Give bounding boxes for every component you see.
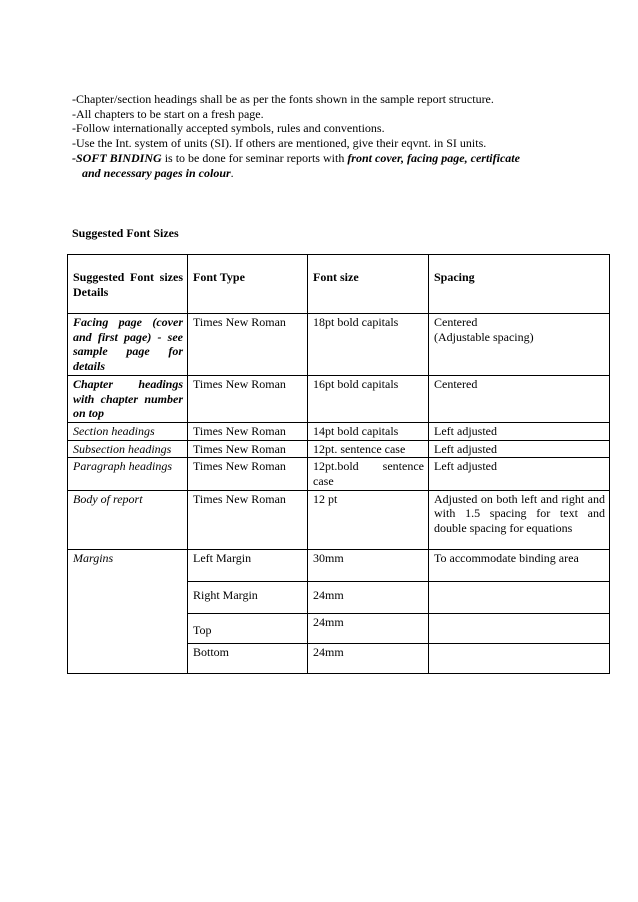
row-spacing xyxy=(429,314,610,376)
header-font-type: Font Type xyxy=(188,255,308,314)
table-row xyxy=(68,375,610,422)
row-font-type: Times New Roman xyxy=(188,375,308,422)
row-label: Paragraph headings xyxy=(68,458,188,490)
table-row xyxy=(68,549,610,581)
row-margin-name: Bottom xyxy=(188,643,308,673)
header-details: Suggested Font sizes Details xyxy=(68,255,188,314)
row-font-type: Times New Roman xyxy=(188,458,308,490)
row-font-type: Times New Roman xyxy=(188,440,308,458)
row-font-type: Times New Roman xyxy=(188,314,308,376)
row-font-size: 18pt bold capitals xyxy=(308,314,429,376)
row-font-size: 16pt bold capitals xyxy=(308,375,429,422)
guideline-item: -Follow internationally accepted symbols, rules and conventions. xyxy=(72,121,385,136)
table-row xyxy=(68,458,610,490)
row-margin-name: Left Margin xyxy=(188,549,308,581)
row-spacing-line: (Adjustable spacing) xyxy=(434,329,534,344)
binding-emphasis: front cover, facing page, certificate xyxy=(347,150,520,165)
row-spacing: To accommodate binding area xyxy=(429,549,610,581)
table-row xyxy=(68,440,610,458)
row-spacing: Left adjusted xyxy=(429,458,610,490)
row-spacing: Centered xyxy=(429,375,610,422)
row-label-margins: Margins xyxy=(68,549,188,673)
row-margin-size: 24mm xyxy=(308,581,429,613)
row-margin-size: 24mm xyxy=(308,643,429,673)
guideline-item: -All chapters to be start on a fresh page. xyxy=(72,106,264,121)
row-spacing: Left adjusted xyxy=(429,440,610,458)
guideline-item: -Use the Int. system of units (SI). If others are mentioned, give their eqvnt. in SI units. xyxy=(72,136,487,151)
table-row xyxy=(68,490,610,549)
row-spacing-line: Centered xyxy=(434,315,478,329)
row-spacing: Left adjusted xyxy=(429,422,610,440)
guideline-item-binding xyxy=(72,151,572,166)
row-margin-size: 24mm xyxy=(308,613,429,643)
table-header-row xyxy=(68,255,610,314)
guideline-dash: - xyxy=(72,150,76,165)
row-font-size: 12 pt xyxy=(308,490,429,549)
row-label: Subsection headings xyxy=(68,440,188,458)
guideline-period: . xyxy=(230,165,234,180)
row-label: Facing page (cover and first page) - see sample page for details xyxy=(68,314,188,376)
row-margin-size: 30mm xyxy=(308,549,429,581)
row-font-size: 14pt bold capitals xyxy=(308,422,429,440)
guidelines-list xyxy=(72,92,572,180)
row-font-type: Times New Roman xyxy=(188,490,308,549)
row-margin-name: Top xyxy=(188,613,308,643)
header-spacing: Spacing xyxy=(429,255,610,314)
guideline-item-continuation xyxy=(72,166,572,181)
row-spacing: Adjusted on both left and right and with 1.5 spacing for text and double spacing for equations xyxy=(429,490,610,549)
row-font-size: 12pt.bold sentence case xyxy=(308,458,429,490)
row-font-type: Times New Roman xyxy=(188,422,308,440)
font-sizes-table xyxy=(67,254,610,674)
row-spacing xyxy=(429,643,610,673)
header-font-size: Font size xyxy=(308,255,429,314)
row-font-size: 12pt. sentence case xyxy=(308,440,429,458)
row-margin-name: Right Margin xyxy=(188,581,308,613)
row-label: Section headings xyxy=(68,422,188,440)
row-label: Chapter headings with chapter number on top xyxy=(68,375,188,422)
binding-emphasis-continued: and necessary pages in colour xyxy=(82,165,231,180)
soft-binding-label: SOFT BINDING xyxy=(76,150,162,165)
row-spacing xyxy=(429,613,610,643)
row-label: Body of report xyxy=(68,490,188,549)
row-spacing xyxy=(429,581,610,613)
table-row xyxy=(68,422,610,440)
section-title: Suggested Font Sizes xyxy=(72,226,179,240)
guideline-item: -Chapter/section headings shall be as per the fonts shown in the sample report structure. xyxy=(72,92,494,106)
table-row xyxy=(68,314,610,376)
guideline-text: is to be done for seminar reports with xyxy=(161,150,348,165)
